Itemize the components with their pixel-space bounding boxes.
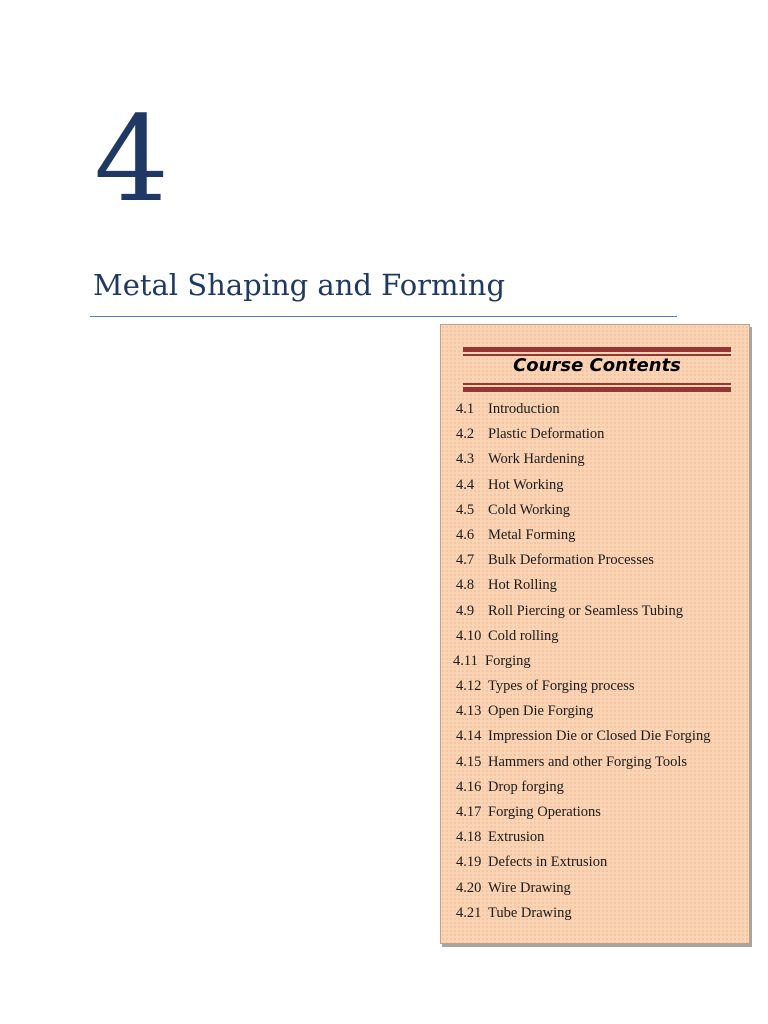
- chapter-title: Metal Shaping and Forming: [93, 268, 506, 302]
- contents-item: [456, 878, 710, 903]
- contents-item-label: Forging: [485, 652, 531, 669]
- contents-item: [456, 424, 710, 449]
- contents-item-number: 4.18: [456, 829, 482, 846]
- contents-item-number: 4.12: [456, 678, 482, 695]
- contents-item-label: Drop forging: [488, 778, 564, 795]
- contents-item: [456, 525, 710, 550]
- title-underline: [90, 316, 677, 317]
- course-contents-list: [453, 399, 711, 928]
- contents-item: [456, 550, 710, 575]
- contents-item-number: 4.17: [456, 804, 482, 820]
- contents-item: [456, 575, 710, 600]
- contents-item-label: Open Die Forging: [488, 703, 594, 720]
- contents-item-number: 4.20: [456, 879, 482, 896]
- contents-item-number: 4.4: [456, 476, 475, 493]
- contents-item-number: 4.10: [456, 627, 482, 644]
- contents-item: [456, 701, 710, 726]
- contents-item-number: 4.14: [456, 728, 482, 745]
- contents-item: [456, 601, 710, 626]
- contents-item-number: 4.9: [456, 602, 475, 619]
- contents-item: [456, 676, 710, 701]
- contents-item: [456, 500, 710, 525]
- contents-item-label: Wire Drawing: [488, 879, 571, 896]
- contents-item: [456, 852, 710, 877]
- contents-item-number: 4.15: [456, 753, 482, 770]
- contents-item-number: 4.1: [456, 401, 475, 417]
- contents-item-number: 4.8: [456, 577, 475, 594]
- contents-item-label: Bulk Deformation Processes: [488, 552, 654, 569]
- contents-item-number: 4.16: [456, 778, 482, 795]
- contents-item-label: Hot Working: [488, 476, 564, 493]
- contents-item: [456, 475, 710, 500]
- contents-item: [456, 726, 710, 751]
- contents-item-label: Hammers and other Forging Tools: [488, 753, 688, 770]
- contents-item-number: 4.19: [456, 854, 482, 871]
- contents-item-label: Cold rolling: [488, 627, 559, 644]
- chapter-number: 4: [94, 90, 170, 228]
- contents-item-label: Hot Rolling: [488, 577, 557, 594]
- contents-item-label: Tube Drawing: [488, 904, 572, 921]
- contents-item-label: Introduction: [488, 401, 560, 417]
- contents-item-number: 4.21: [456, 904, 482, 921]
- contents-item-label: Types of Forging process: [488, 678, 635, 695]
- contents-item-label: Work Hardening: [488, 451, 585, 468]
- contents-item: [456, 626, 710, 651]
- contents-item-number: 4.6: [456, 526, 475, 543]
- contents-item-label: Forging Operations: [488, 804, 601, 820]
- course-contents-heading: Course Contents: [513, 355, 681, 376]
- contents-item-number: 4.7: [456, 552, 475, 569]
- contents-item-number: 4.13: [456, 703, 482, 720]
- heading-bottom-rule: [463, 383, 731, 392]
- course-contents-box: [440, 324, 750, 944]
- contents-item-number: 4.11: [453, 652, 478, 669]
- contents-item: [456, 903, 710, 928]
- contents-item-number: 4.3: [456, 451, 475, 468]
- contents-item-number: 4.2: [456, 426, 475, 443]
- contents-item-label: Cold Working: [488, 501, 570, 518]
- contents-item: [456, 449, 710, 474]
- contents-item: [453, 651, 710, 676]
- contents-item-label: Impression Die or Closed Die Forging: [488, 728, 711, 745]
- contents-item: [456, 399, 710, 424]
- contents-item-number: 4.5: [456, 501, 475, 518]
- contents-item-label: Defects in Extrusion: [488, 854, 608, 871]
- contents-item-label: Metal Forming: [488, 526, 576, 543]
- contents-item-label: Roll Piercing or Seamless Tubing: [488, 602, 683, 619]
- contents-item: [456, 802, 710, 827]
- contents-item: [456, 752, 710, 777]
- contents-item: [456, 777, 710, 802]
- contents-item-label: Plastic Deformation: [488, 426, 605, 443]
- contents-item: [456, 827, 710, 852]
- contents-item-label: Extrusion: [488, 829, 545, 846]
